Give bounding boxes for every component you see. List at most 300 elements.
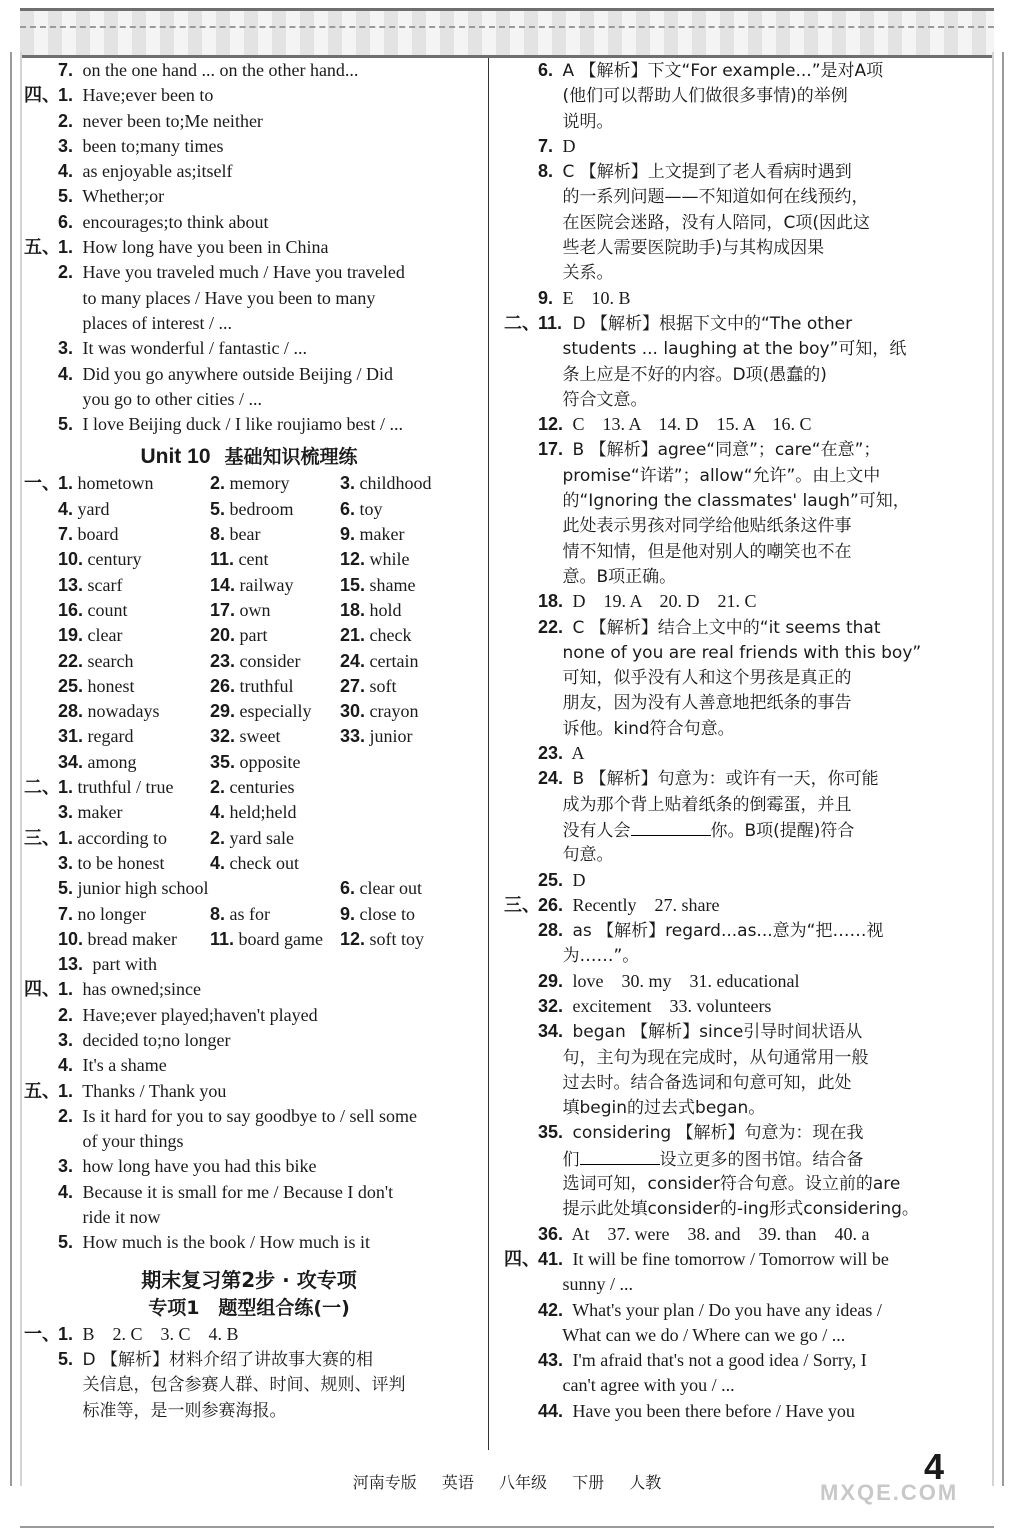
answer-grid-row — [24, 573, 474, 598]
answer-text: 的一系列问题——不知道如何在线预约， — [562, 187, 869, 208]
answer-text: memory — [229, 473, 290, 494]
answer-cell — [340, 674, 397, 699]
unit-heading — [24, 443, 474, 471]
answer-cell — [340, 573, 416, 598]
column-divider — [488, 58, 489, 1450]
answer-text: Did you go anywhere outside Beijing / Did — [82, 363, 393, 384]
answer-text: I love Beijing duck / I like roujiamo best / ... — [82, 414, 403, 435]
answer-grid-row — [24, 902, 474, 927]
answer-text: 说明。 — [562, 111, 614, 132]
item-number: 19. — [58, 625, 84, 646]
section-marker: 三、 — [504, 894, 540, 916]
item-number: 1. — [58, 85, 74, 106]
answer-line — [24, 952, 474, 977]
answer-text: according to — [77, 827, 167, 848]
answer-text: been to;many times — [82, 135, 224, 156]
answer-text: part with — [92, 954, 157, 975]
section-marker: 二、 — [504, 312, 540, 334]
answer-text: B 【解析】agree“同意”；care“在意”； — [572, 440, 881, 461]
answer-line — [504, 286, 944, 311]
answer-text: excitement 33. volunteers — [572, 995, 772, 1016]
answer-text: Thanks / Thank you — [82, 1080, 227, 1101]
answer-text: nowadays — [87, 701, 160, 722]
item-number: 17. — [538, 439, 564, 460]
item-number: 2. — [58, 262, 74, 283]
answer-text: 朋友，因为没有人善意地把纸条的事告 — [562, 693, 852, 714]
answer-text: began 【解析】since引导时间状语从 — [572, 1022, 863, 1043]
fill-in-blank — [631, 817, 711, 836]
answer-text: At 37. were 38. and 39. than 40. a — [571, 1223, 870, 1244]
answer-cell — [210, 902, 270, 927]
unit-title: 基础知识梳理练 — [224, 446, 358, 469]
item-number: 29. — [538, 970, 564, 991]
answer-cell — [210, 547, 269, 572]
answer-text: as for — [229, 903, 270, 924]
answer-text: Have you been there before / Have you — [572, 1400, 855, 1421]
answer-cell — [340, 497, 383, 522]
item-number: 26. — [210, 675, 236, 696]
item-number: 43. — [538, 1350, 564, 1371]
answer-line — [504, 868, 944, 893]
section-marker: 二、 — [24, 777, 60, 799]
right-column — [504, 58, 944, 1424]
item-number: 7. — [538, 135, 554, 156]
answer-line — [504, 1095, 944, 1120]
answer-line — [504, 58, 944, 83]
item-number: 28. — [58, 701, 84, 722]
item-number: 5. — [210, 498, 226, 519]
decorative-right-border — [992, 52, 1004, 1486]
answer-text: What can we do / Where can we go / ... — [562, 1324, 846, 1345]
section-marker: 一、 — [24, 473, 60, 495]
item-number: 7. — [58, 60, 74, 80]
answer-line — [504, 1298, 944, 1323]
answer-cell — [24, 547, 142, 572]
answer-grid-row — [24, 674, 474, 699]
item-number: 9. — [538, 287, 554, 308]
answer-text: railway — [239, 574, 294, 595]
answer-text: clear — [87, 625, 123, 646]
answer-text: Have you traveled much / Have you traveled — [82, 262, 405, 283]
answer-cell — [340, 927, 424, 952]
answer-text: 在医院会迷路，没有人陪同，C项(因此这 — [562, 212, 871, 233]
section-marker: 四、 — [24, 979, 60, 1001]
answer-text: to many places / Have you been to many — [82, 287, 376, 308]
answer-grid-row — [24, 750, 474, 775]
answer-text: especially — [239, 701, 312, 722]
item-number: 1. — [58, 979, 74, 1000]
answer-line — [504, 1196, 944, 1221]
answer-line — [24, 336, 474, 361]
answer-text: B 【解析】句意为：或许有一天，你可能 — [572, 769, 879, 790]
item-number: 6. — [340, 878, 356, 899]
answer-text: count — [87, 599, 128, 620]
answer-line — [504, 1373, 944, 1398]
answer-line — [504, 539, 944, 564]
decorative-left-border — [10, 52, 22, 1486]
answer-text: 填begin的过去式began。 — [562, 1098, 766, 1119]
page-number: 4 — [924, 1446, 945, 1487]
answer-text: considering 【解析】句意为：现在我 — [572, 1123, 864, 1144]
answer-line — [24, 362, 474, 387]
answer-text: D — [562, 135, 576, 156]
answer-grid-row — [24, 547, 474, 572]
answer-line — [504, 1146, 944, 1171]
answer-cell — [340, 522, 405, 547]
item-number: 2. — [58, 1105, 74, 1126]
item-number: 1. — [58, 777, 74, 798]
answer-line — [504, 184, 944, 209]
answer-text: A — [571, 743, 585, 764]
answer-line — [504, 362, 944, 387]
item-number: 13. — [58, 954, 84, 975]
answer-line — [24, 1003, 474, 1028]
answer-line — [504, 716, 944, 741]
answer-text: Is it hard for you to say goodbye to / sell some — [82, 1105, 417, 1126]
item-number: 12. — [340, 549, 366, 570]
item-number: 11. — [538, 312, 563, 333]
answer-text: It's a shame — [82, 1055, 167, 1076]
item-number: 10. — [58, 549, 84, 570]
item-number: 32. — [538, 995, 564, 1016]
answer-line — [504, 615, 944, 640]
answer-line — [504, 235, 944, 260]
item-number: 34. — [58, 751, 84, 772]
answer-text: check out — [229, 852, 299, 873]
answer-line — [24, 1180, 474, 1205]
item-number: 6. — [58, 211, 74, 232]
answer-text: 选词可知，consider符合句意。设立前的are — [562, 1174, 901, 1195]
answer-text: B 2. C 3. C 4. B — [82, 1323, 239, 1344]
answer-text: of your things — [82, 1131, 184, 1152]
answer-cell — [24, 649, 134, 674]
item-number: 1. — [58, 827, 74, 848]
answer-line — [24, 1129, 474, 1154]
answer-cell — [24, 598, 128, 623]
section-marker: 四、 — [24, 85, 60, 107]
answer-line — [504, 387, 944, 412]
answer-grid-row — [24, 927, 474, 952]
answer-line — [504, 1272, 944, 1297]
answer-cell — [340, 902, 415, 927]
answer-text: A 【解析】下文“For example...”是对A项 — [562, 61, 884, 81]
answer-text: consider — [239, 650, 301, 671]
item-number: 24. — [340, 650, 366, 671]
answer-grid-row — [24, 851, 474, 876]
answer-line — [24, 1205, 474, 1230]
answer-grid-row — [24, 724, 474, 749]
answer-text: D 【解析】根据下文中的“The other — [572, 313, 853, 334]
answer-text: 符合文意。 — [562, 389, 648, 410]
item-number: 9. — [340, 903, 356, 924]
answer-cell — [24, 623, 123, 648]
item-number: 7. — [58, 903, 74, 924]
answer-line — [24, 387, 474, 412]
answer-text: part — [239, 625, 268, 646]
item-number: 4. — [58, 161, 74, 182]
answer-text: love 30. my 31. educational — [572, 970, 800, 991]
answer-text: maker — [77, 802, 123, 823]
item-number: 4. — [210, 802, 226, 823]
answer-cell — [210, 623, 268, 648]
answer-line — [504, 1045, 944, 1070]
item-number: 9. — [340, 524, 356, 545]
item-number: 12. — [538, 414, 564, 435]
answer-cell — [210, 750, 301, 775]
item-number: 35. — [538, 1122, 564, 1143]
answer-grid-row — [24, 699, 474, 724]
answer-text: bread maker — [87, 928, 177, 949]
answer-text: centuries — [229, 777, 295, 798]
answer-line — [24, 286, 474, 311]
item-number: 20. — [210, 625, 236, 646]
answer-line — [24, 311, 474, 336]
answer-cell — [24, 471, 154, 496]
answer-line — [504, 159, 944, 184]
answer-text: 提示此处填consider的-ing形式considering。 — [562, 1199, 919, 1220]
answer-text: students ... laughing at the boy”可知，纸 — [562, 339, 907, 360]
answer-text: certain — [369, 650, 419, 671]
answer-text: I'm afraid that's not a good idea / Sorry, I — [572, 1350, 867, 1371]
item-number: 3. — [58, 1029, 74, 1050]
answer-line — [24, 1053, 474, 1078]
item-number: 29. — [210, 701, 236, 722]
answer-cell — [24, 775, 174, 800]
answer-cell — [340, 724, 413, 749]
answer-text: own — [239, 599, 271, 620]
item-number: 3. — [58, 802, 74, 823]
answer-text: 为……”。 — [562, 946, 640, 967]
item-number: 17. — [210, 599, 236, 620]
answer-line — [24, 1230, 474, 1255]
answer-text: D 19. A 20. D 21. C — [572, 591, 757, 612]
answer-line — [504, 412, 944, 437]
answer-text: 诉他。kind符合句意。 — [562, 718, 735, 739]
item-number: 26. — [538, 894, 564, 915]
answer-text: regard — [87, 726, 134, 747]
answer-text: as 【解析】regard...as...意为“把……视 — [572, 921, 884, 942]
answer-line — [504, 589, 944, 614]
answer-text: crayon — [369, 701, 419, 722]
item-number: 8. — [538, 161, 554, 182]
answer-text: 标准等，是一则参赛海报。 — [82, 1400, 287, 1421]
answer-text: century — [87, 549, 142, 570]
item-number: 6. — [538, 60, 554, 80]
answer-grid-row — [24, 623, 474, 648]
answer-text: It was wonderful / fantastic / ... — [82, 338, 307, 359]
item-number: 10. — [58, 928, 84, 949]
answer-line — [24, 134, 474, 159]
answer-cell — [24, 699, 160, 724]
answer-line — [24, 977, 474, 1002]
answer-cell — [24, 573, 123, 598]
answer-cell — [24, 876, 209, 901]
answer-cell — [340, 699, 419, 724]
answer-line — [24, 1398, 474, 1423]
answer-text: (他们可以帮助人们做很多事情)的举例 — [562, 86, 848, 107]
item-number: 28. — [538, 920, 564, 941]
answer-line — [24, 159, 474, 184]
answer-text: honest — [87, 675, 135, 696]
item-number: 36. — [538, 1223, 564, 1244]
item-number: 8. — [210, 524, 226, 545]
answer-text: hold — [369, 599, 402, 620]
answer-cell — [210, 800, 297, 825]
section-marker: 五、 — [24, 1080, 60, 1102]
answer-text: 关系。 — [562, 263, 614, 284]
answer-cell — [24, 800, 123, 825]
answer-text: on the one hand ... on the other hand... — [82, 60, 359, 80]
answer-text: 没有人会 — [562, 820, 631, 841]
answer-line — [504, 994, 944, 1019]
answer-text: 关信息，包含参赛人群、时间、规则、评判 — [82, 1375, 406, 1396]
answer-cell — [24, 750, 137, 775]
answer-text: sunny / ... — [562, 1274, 634, 1295]
footer-subject: 英语 — [441, 1473, 474, 1492]
answer-text: board — [77, 524, 119, 545]
answer-cell — [340, 876, 422, 901]
answer-line — [24, 210, 474, 235]
item-number: 25. — [58, 675, 84, 696]
answer-cell — [210, 497, 294, 522]
item-number: 14. — [210, 574, 236, 595]
item-number: 2. — [210, 777, 226, 798]
answer-text: 可知，似乎没有人和这个男孩是真正的 — [562, 668, 852, 689]
answer-cell — [340, 623, 412, 648]
footer-edition: 河南专版 — [352, 1473, 417, 1492]
item-number: 5. — [58, 186, 74, 207]
item-number: 31. — [58, 726, 84, 747]
answer-line — [24, 1079, 474, 1104]
answer-text: Recently 27. share — [572, 894, 720, 915]
item-number: 3. — [58, 135, 74, 156]
item-number: 30. — [340, 701, 366, 722]
answer-grid-row — [24, 800, 474, 825]
item-number: 41. — [538, 1248, 564, 1269]
answer-text: 过去时。结合备选词和句意可知，此处 — [562, 1072, 852, 1093]
answer-text: promise“许诺”；allow“允许”。由上文中 — [562, 465, 881, 486]
answer-text: check — [369, 625, 412, 646]
answer-text: 此处表示男孩对同学给他贴纸条这件事 — [562, 516, 852, 537]
answer-text: to be honest — [77, 852, 165, 873]
answer-text: hometown — [77, 473, 154, 494]
answer-line — [504, 640, 944, 665]
answer-text: 们 — [562, 1149, 580, 1170]
answer-text: shame — [369, 574, 416, 595]
answer-line — [504, 665, 944, 690]
answer-text: no longer — [77, 903, 146, 924]
answer-text: 意。B项正确。 — [562, 566, 677, 587]
answer-cell — [24, 674, 135, 699]
answer-text: bedroom — [229, 498, 294, 519]
answer-text: among — [87, 751, 137, 772]
answer-text: held;held — [229, 802, 297, 823]
answer-cell — [210, 724, 281, 749]
answer-text: bear — [229, 524, 261, 545]
answer-line — [504, 1348, 944, 1373]
answer-text: C 【解析】上文提到了老人看病时遇到 — [562, 162, 852, 183]
answer-text: you go to other cities / ... — [82, 388, 262, 409]
answer-text: 句意。 — [562, 845, 614, 866]
answer-line — [504, 792, 944, 817]
item-number: 11. — [210, 549, 235, 570]
answer-line — [504, 210, 944, 235]
answer-line — [24, 1347, 474, 1372]
answer-line — [504, 311, 944, 336]
answer-text: how long have you had this bike — [82, 1156, 317, 1177]
answer-line — [24, 1372, 474, 1397]
answer-text: yard sale — [229, 827, 294, 848]
answer-cell — [340, 598, 402, 623]
answer-text: toy — [359, 498, 383, 519]
item-number: 5. — [58, 414, 74, 435]
item-number: 5. — [58, 1232, 74, 1253]
item-number: 13. — [58, 574, 84, 595]
answer-text: 情不知情，但是他对别人的嘲笑也不在 — [562, 541, 852, 562]
answer-text: Have;ever been to — [82, 85, 214, 106]
answer-cell — [210, 573, 294, 598]
answer-cell — [210, 699, 312, 724]
answer-text: 设立更多的图书馆。结合备 — [659, 1149, 864, 1170]
answer-text: close to — [359, 903, 416, 924]
answer-text: none of you are real friends with this boy” — [562, 642, 922, 663]
answer-text: yard — [77, 498, 110, 519]
answer-cell — [210, 522, 261, 547]
answer-cell — [210, 674, 294, 699]
answer-text: What's your plan / Do you have any ideas / — [572, 1299, 882, 1320]
answer-text: scarf — [87, 574, 123, 595]
answer-text: soft — [369, 675, 397, 696]
answer-line — [504, 1019, 944, 1044]
answer-grid-row — [24, 826, 474, 851]
item-number: 3. — [58, 1156, 74, 1177]
answer-cell — [340, 547, 410, 572]
answer-line — [504, 134, 944, 159]
answer-text: sweet — [239, 726, 281, 747]
item-number: 35. — [210, 751, 236, 772]
answer-text: never been to;Me neither — [82, 110, 263, 131]
item-number: 4. — [58, 363, 74, 384]
answer-line — [504, 488, 944, 513]
answer-grid-row — [24, 775, 474, 800]
section-marker: 四、 — [504, 1248, 540, 1270]
answer-text: truthful — [239, 675, 294, 696]
answer-text: childhood — [359, 473, 432, 494]
answer-cell — [210, 927, 323, 952]
answer-line — [24, 109, 474, 134]
answer-text: maker — [359, 524, 405, 545]
answer-text: C 13. A 14. D 15. A 16. C — [572, 414, 812, 435]
answer-line — [504, 1323, 944, 1348]
answer-text: How long have you been in China — [82, 237, 329, 258]
answer-cell — [24, 902, 146, 927]
answer-text: Have;ever played;haven't played — [82, 1004, 318, 1025]
item-number: 4. — [58, 1181, 74, 1202]
section-marker: 一、 — [24, 1323, 60, 1345]
answer-text: Because it is small for me / Because I don't — [82, 1181, 394, 1202]
item-number: 18. — [340, 599, 366, 620]
answer-line — [24, 1154, 474, 1179]
section-marker: 五、 — [24, 237, 60, 259]
answer-text: 成为那个背上贴着纸条的倒霉蛋，并且 — [562, 794, 852, 815]
answer-cell — [24, 851, 165, 876]
item-number: 2. — [58, 1004, 74, 1025]
answer-line — [24, 1322, 474, 1347]
answer-cell — [210, 471, 290, 496]
answer-line — [504, 741, 944, 766]
answer-text: search — [87, 650, 134, 671]
watermark-logo: MXQE.COM — [820, 1480, 959, 1505]
